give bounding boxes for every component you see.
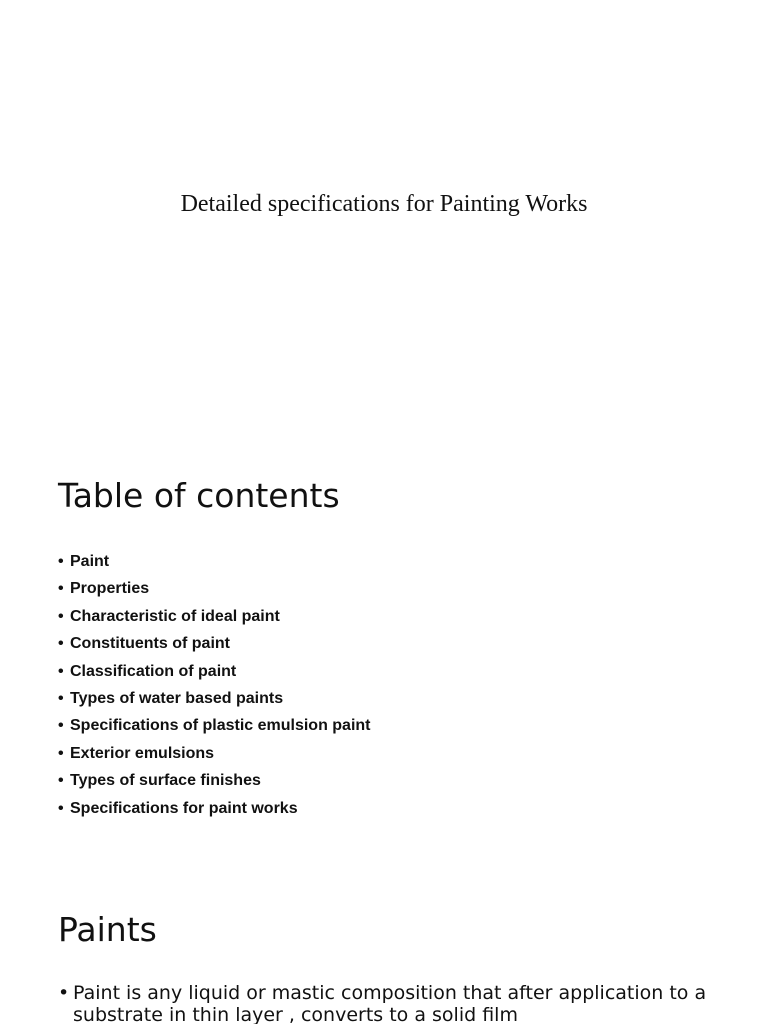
toc-item: [58, 548, 371, 575]
toc-item-label: Paint: [70, 553, 110, 570]
paints-heading: Paints: [58, 910, 157, 949]
paints-list: [58, 982, 748, 1024]
paints-paragraph-text: Paint is any liquid or mastic composition that after application to a substrate in thin layer , converts to a solid film: [73, 982, 707, 1024]
bullet-icon: •: [58, 662, 64, 680]
toc-item: [58, 630, 371, 657]
bullet-icon: •: [58, 982, 70, 1004]
toc-item: [58, 685, 371, 712]
bullet-icon: •: [58, 580, 64, 598]
toc-item-label: Specifications of plastic emulsion paint: [70, 717, 371, 735]
bullet-icon: •: [58, 717, 64, 735]
bullet-icon: •: [58, 553, 64, 570]
document-title: Detailed specifications for Painting Works: [180, 191, 588, 217]
toc-item: [58, 658, 371, 685]
toc-item: [58, 603, 371, 630]
bullet-icon: •: [58, 635, 64, 653]
bullet-icon: •: [58, 772, 64, 790]
toc-item-label: Properties: [70, 580, 150, 598]
toc-item-label: Characteristic of ideal paint: [70, 607, 280, 625]
toc-item-label: Classification of paint: [70, 662, 237, 680]
bullet-icon: •: [58, 744, 64, 762]
toc-item: [58, 767, 371, 794]
paints-paragraph: [58, 982, 748, 1024]
toc-list: [58, 548, 371, 822]
toc-item: [58, 712, 371, 739]
toc-item-label: Exterior emulsions: [70, 744, 215, 762]
toc-item-label: Types of surface finishes: [70, 772, 261, 790]
toc-item-label: Types of water based paints: [70, 690, 284, 708]
toc-item-label: Specifications for paint works: [70, 799, 298, 817]
bullet-icon: •: [58, 607, 64, 625]
bullet-icon: •: [58, 690, 64, 708]
toc-item: [58, 575, 371, 602]
toc-item: [58, 740, 371, 767]
toc-heading: Table of contents: [58, 476, 340, 515]
toc-item: [58, 795, 371, 822]
bullet-icon: •: [58, 799, 64, 817]
toc-item-label: Constituents of paint: [70, 635, 230, 653]
